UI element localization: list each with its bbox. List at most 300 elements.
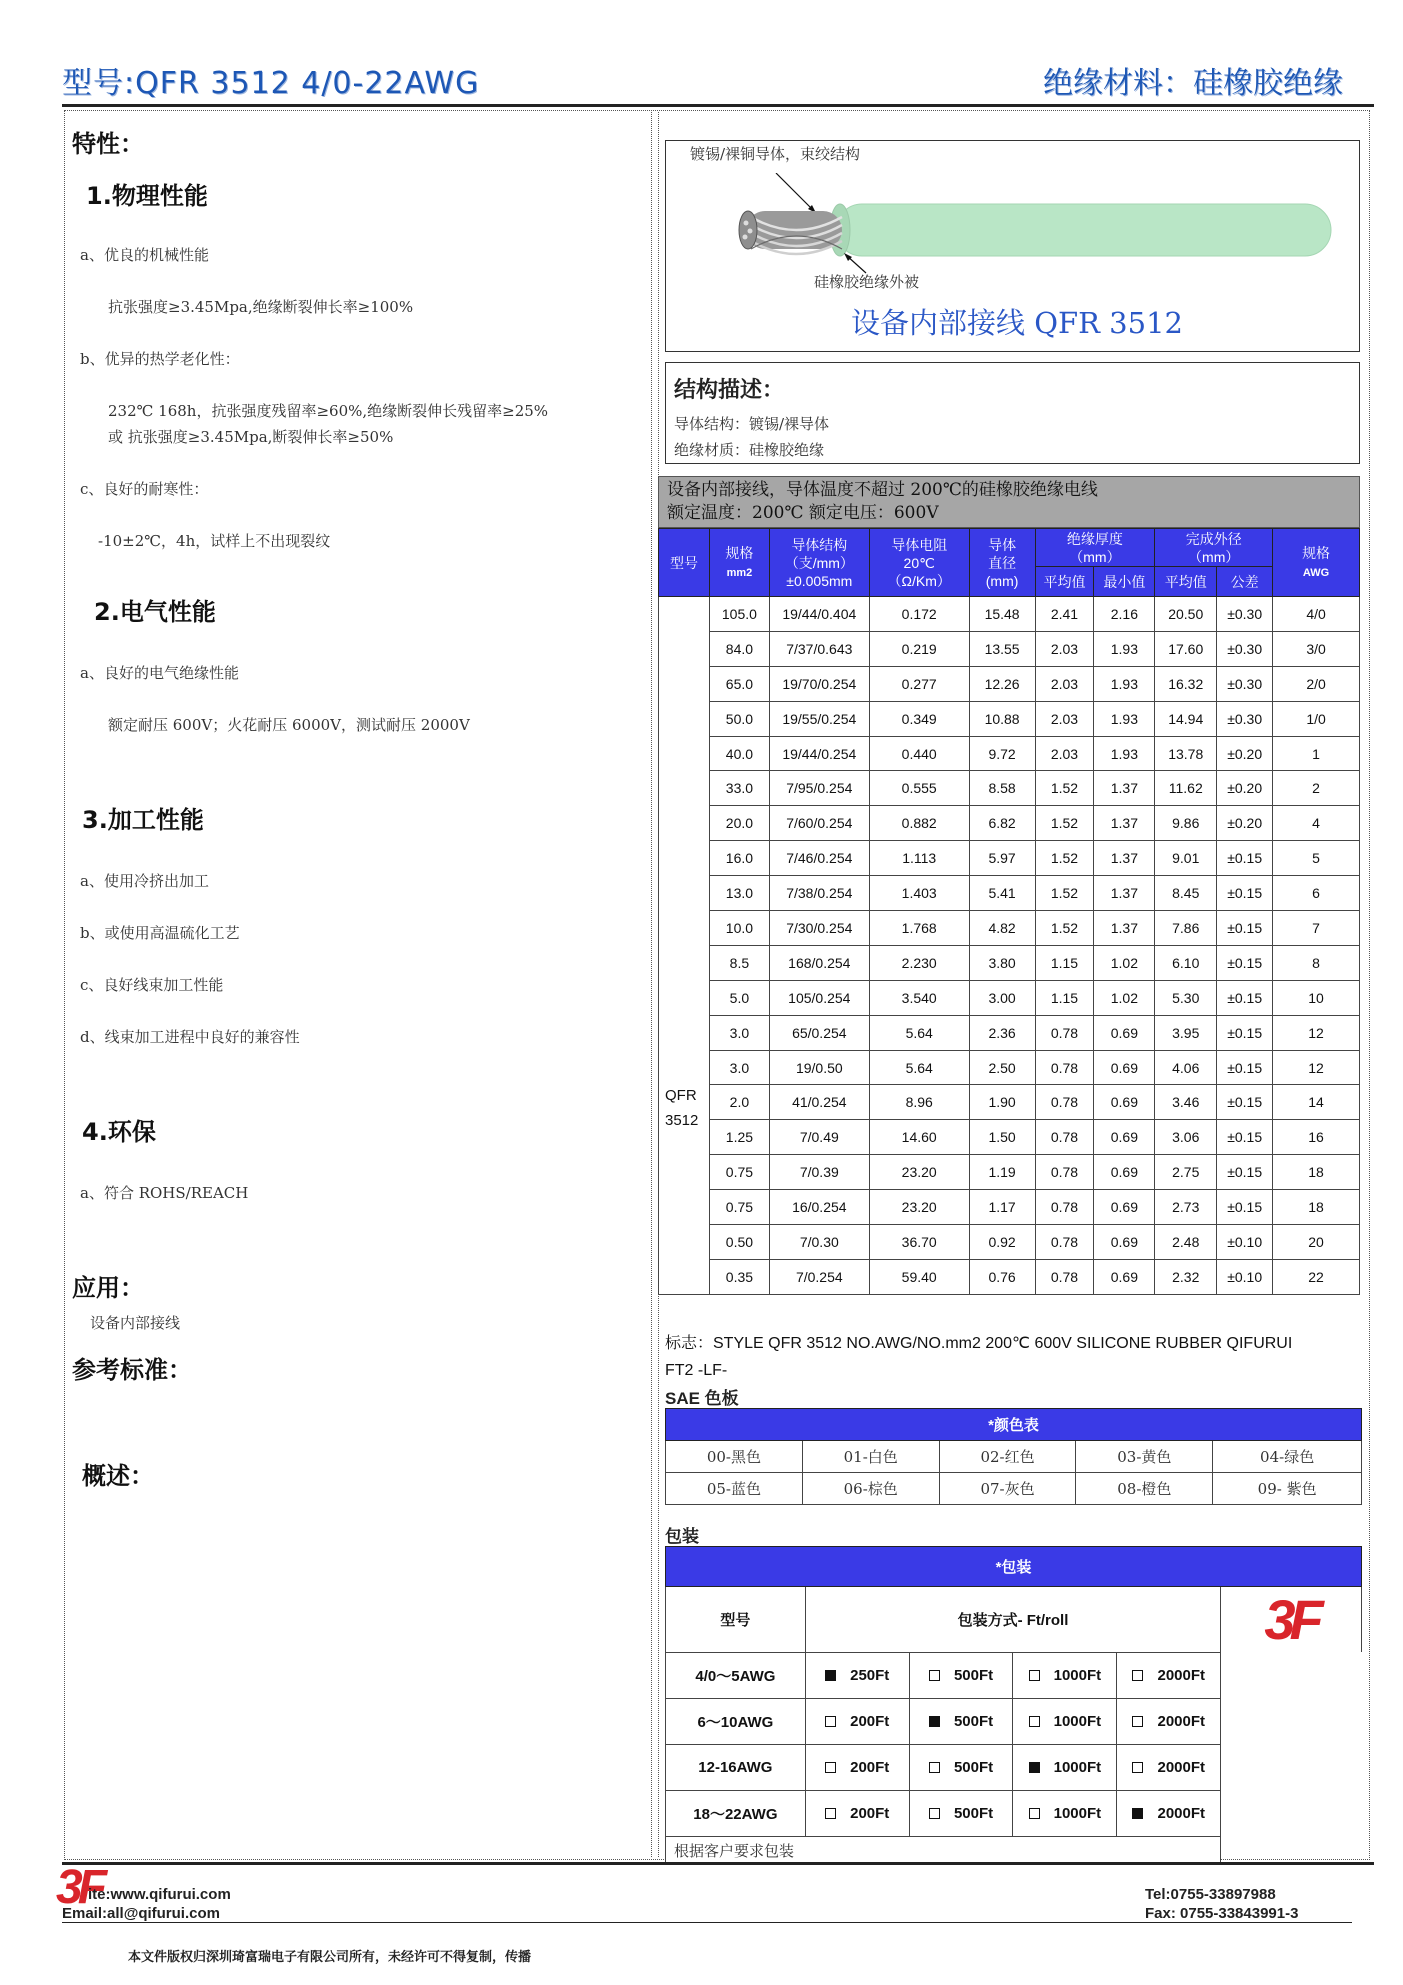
packaging-option[interactable] [909, 1652, 1013, 1698]
spec-cell: 2.73 [1155, 1190, 1217, 1225]
spec-cell: 13.78 [1155, 736, 1217, 771]
spec-cell: 9.01 [1155, 841, 1217, 876]
color-cell: 06-棕色 [802, 1473, 939, 1505]
spec-cell: 1.37 [1094, 771, 1155, 806]
spec-cell: 9.86 [1155, 806, 1217, 841]
spec-cell: 0.69 [1094, 1085, 1155, 1120]
spec-cell: ±0.15 [1217, 980, 1273, 1015]
packaging-option-label: 2000Ft [1157, 1758, 1206, 1776]
spec-cell: 14 [1273, 1085, 1360, 1120]
spec-cell: 2.03 [1035, 631, 1094, 666]
packaging-table-title: *包装 [666, 1547, 1362, 1587]
checkbox-empty-icon[interactable] [1132, 1716, 1143, 1727]
th-thickness-avg: 平均值 [1035, 567, 1094, 597]
standard-title: 参考标准： [72, 1356, 192, 1384]
color-cell: 03-黄色 [1076, 1441, 1213, 1473]
copyright-notice: 本文件版权归深圳琦富瑞电子有限公司所有，未经许可不得复制，传播 [128, 1950, 532, 1965]
checkbox-empty-icon[interactable] [929, 1670, 940, 1681]
spec-cell: ±0.20 [1217, 736, 1273, 771]
packaging-row [666, 1790, 1362, 1836]
spec-cell: ±0.15 [1217, 841, 1273, 876]
spec-cell: 33.0 [709, 771, 769, 806]
spec-row [659, 980, 1360, 1015]
spec-cell: 3.95 [1155, 1015, 1217, 1050]
physical-b: b、优异的热学老化性： [80, 350, 240, 368]
spec-row [659, 1085, 1360, 1120]
conductor-label: 镀锡/裸铜导体，束绞结构 [690, 145, 861, 163]
spec-cell: 15.48 [969, 597, 1035, 632]
structure-title: 结构描述： [674, 378, 785, 403]
spec-table [658, 528, 1360, 1295]
color-cell: 07-灰色 [939, 1473, 1076, 1505]
spec-row [659, 631, 1360, 666]
packaging-option-label: 500Ft [953, 1804, 994, 1822]
pack-col-method: 包装方式- Ft/roll [805, 1587, 1220, 1653]
spec-cell: 2.50 [969, 1050, 1035, 1085]
spec-cell: 0.882 [869, 806, 969, 841]
spec-cell: 2.03 [1035, 736, 1094, 771]
checkbox-empty-icon[interactable] [1029, 1808, 1040, 1819]
spec-row [659, 1190, 1360, 1225]
spec-cell: 7/95/0.254 [769, 771, 869, 806]
spec-cell: 7/0.30 [769, 1225, 869, 1260]
spec-row [659, 701, 1360, 736]
packaging-option[interactable] [1117, 1652, 1221, 1698]
spec-cell: 10.88 [969, 701, 1035, 736]
physical-b-detail1: 232℃ 168h，抗张强度残留率≥60%,绝缘断裂伸长残留率≥25% [108, 402, 549, 420]
spec-cell: 65.0 [709, 666, 769, 701]
spec-cell: 40.0 [709, 736, 769, 771]
spec-cell: 2.0 [709, 1085, 769, 1120]
spec-cell: 6.82 [969, 806, 1035, 841]
spec-cell: 19/0.50 [769, 1050, 869, 1085]
spec-cell: 4/0 [1273, 597, 1360, 632]
spec-cell: 7/0.39 [769, 1155, 869, 1190]
spec-row [659, 1120, 1360, 1155]
cable-image-box [665, 140, 1360, 352]
checkbox-empty-icon[interactable] [1132, 1762, 1143, 1773]
spec-cell: 1.17 [969, 1190, 1035, 1225]
packaging-label: 包装 [665, 1527, 699, 1547]
packaging-row [666, 1744, 1362, 1790]
spec-cell: 7.86 [1155, 911, 1217, 946]
spec-cell: 0.75 [709, 1190, 769, 1225]
spec-cell: 7/38/0.254 [769, 876, 869, 911]
spec-cell: 1.15 [1035, 980, 1094, 1015]
th-resistance: 导体电阻 20℃ （Ω/Km） [869, 529, 969, 597]
spec-cell: 1.93 [1094, 736, 1155, 771]
packaging-option[interactable] [1117, 1790, 1221, 1836]
packaging-model: 4/0～5AWG [666, 1652, 806, 1698]
checkbox-checked-icon[interactable] [1029, 1762, 1040, 1773]
spec-cell: 5.41 [969, 876, 1035, 911]
color-cell: 09- 紫色 [1213, 1473, 1362, 1505]
packaging-option[interactable] [909, 1790, 1013, 1836]
spec-cell: 0.172 [869, 597, 969, 632]
spec-cell: 18 [1273, 1155, 1360, 1190]
spec-row [659, 771, 1360, 806]
spec-cell: 7/60/0.254 [769, 806, 869, 841]
spec-cell: 2.03 [1035, 701, 1094, 736]
spec-row [659, 1225, 1360, 1260]
sae-label: SAE 色板 [665, 1389, 739, 1408]
spec-cell: 12.26 [969, 666, 1035, 701]
th-awg: 规格 AWG [1273, 529, 1360, 597]
spec-cell: 2.16 [1094, 597, 1155, 632]
spec-cell: 23.20 [869, 1190, 969, 1225]
spec-cell: 3.80 [969, 945, 1035, 980]
th-thickness-min: 最小值 [1094, 567, 1155, 597]
packaging-option-label: 2000Ft [1157, 1666, 1206, 1684]
spec-cell: 5.64 [869, 1050, 969, 1085]
spec-cell: 8.96 [869, 1085, 969, 1120]
spec-cell: 1.93 [1094, 666, 1155, 701]
checkbox-empty-icon[interactable] [929, 1762, 940, 1773]
spec-cell: 1.50 [969, 1120, 1035, 1155]
packaging-row [666, 1698, 1362, 1744]
spec-cell: 4 [1273, 806, 1360, 841]
spec-row [659, 806, 1360, 841]
spec-cell: 7 [1273, 911, 1360, 946]
spec-cell: 3/0 [1273, 631, 1360, 666]
spec-cell: 0.69 [1094, 1259, 1155, 1294]
spec-cell: 7/46/0.254 [769, 841, 869, 876]
spec-cell: ±0.15 [1217, 1050, 1273, 1085]
checkbox-empty-icon[interactable] [1029, 1670, 1040, 1681]
spec-cell: 0.555 [869, 771, 969, 806]
spec-cell: 2.41 [1035, 597, 1094, 632]
footer-tel: Tel:0755-33897988 [1145, 1886, 1276, 1903]
packaging-model: 6～10AWG [666, 1698, 806, 1744]
spec-row [659, 736, 1360, 771]
packaging-note: 根据客户要求包装 [666, 1836, 1221, 1864]
spec-cell: 2.230 [869, 945, 969, 980]
spec-cell: 16 [1273, 1120, 1360, 1155]
spec-cell: ±0.15 [1217, 1190, 1273, 1225]
packaging-row [666, 1652, 1362, 1698]
spec-cell: 19/70/0.254 [769, 666, 869, 701]
packaging-option-label: 250Ft [850, 1666, 890, 1684]
spec-cell: 19/44/0.254 [769, 736, 869, 771]
conductor-strands [739, 211, 842, 254]
checkbox-checked-icon[interactable] [1132, 1808, 1143, 1819]
spec-summary-line1: 设备内部接线，导体温度不超过 200℃的硅橡胶绝缘电线 [667, 480, 1098, 500]
spec-cell: 105.0 [709, 597, 769, 632]
spec-cell: ±0.10 [1217, 1259, 1273, 1294]
packaging-option[interactable] [805, 1698, 909, 1744]
packaging-table [665, 1546, 1362, 1865]
column-divider [651, 112, 652, 1857]
packaging-option-label: 1000Ft [1053, 1712, 1102, 1730]
spec-cell: 1.52 [1035, 841, 1094, 876]
spec-cell: 0.50 [709, 1225, 769, 1260]
spec-cell: 14.60 [869, 1120, 969, 1155]
spec-cell: ±0.30 [1217, 631, 1273, 666]
spec-cell: 0.219 [869, 631, 969, 666]
spec-cell: ±0.20 [1217, 806, 1273, 841]
packaging-option[interactable] [1013, 1744, 1117, 1790]
spec-cell: 17.60 [1155, 631, 1217, 666]
spec-cell: 19/44/0.404 [769, 597, 869, 632]
color-table-title: *颜色表 [666, 1409, 1362, 1441]
color-cell: 02-红色 [939, 1441, 1076, 1473]
spec-cell: 19/55/0.254 [769, 701, 869, 736]
spec-cell: ±0.10 [1217, 1225, 1273, 1260]
spec-cell: 0.69 [1094, 1015, 1155, 1050]
spec-cell: 0.75 [709, 1155, 769, 1190]
spec-cell: 0.78 [1035, 1015, 1094, 1050]
spec-cell: 3.06 [1155, 1120, 1217, 1155]
spec-cell: 3.0 [709, 1050, 769, 1085]
jacket-label: 硅橡胶绝缘外被 [814, 273, 920, 291]
spec-cell: ±0.15 [1217, 1085, 1273, 1120]
packaging-option[interactable] [1117, 1698, 1221, 1744]
th-outer-tol: 公差 [1217, 567, 1273, 597]
spec-cell: 1.37 [1094, 876, 1155, 911]
marking-text [665, 1330, 1365, 1384]
spec-cell: 5 [1273, 841, 1360, 876]
spec-cell: 4.06 [1155, 1050, 1217, 1085]
processing-c: c、良好线束加工性能 [80, 976, 224, 994]
marking-line2: FT2 -LF- [665, 1362, 728, 1379]
checkbox-empty-icon[interactable] [1029, 1716, 1040, 1727]
spec-cell: 59.40 [869, 1259, 969, 1294]
spec-cell: 6 [1273, 876, 1360, 911]
checkbox-checked-icon[interactable] [929, 1716, 940, 1727]
processing-b: b、或使用高温硫化工艺 [80, 924, 240, 942]
spec-cell: 105/0.254 [769, 980, 869, 1015]
physical-title: 1.物理性能 [86, 182, 208, 210]
packaging-option[interactable] [1013, 1652, 1117, 1698]
checkbox-empty-icon[interactable] [825, 1762, 836, 1773]
checkbox-empty-icon[interactable] [929, 1808, 940, 1819]
spec-cell: 10 [1273, 980, 1360, 1015]
footer-fax: Fax: 0755-33843991-3 [1145, 1905, 1299, 1922]
structure-box [665, 362, 1360, 464]
spec-cell: 168/0.254 [769, 945, 869, 980]
spec-cell: 4.82 [969, 911, 1035, 946]
spec-cell: 7/0.254 [769, 1259, 869, 1294]
spec-cell: 0.277 [869, 666, 969, 701]
spec-cell: 20.50 [1155, 597, 1217, 632]
physical-c-detail: -10±2℃，4h，试样上不出现裂纹 [98, 532, 331, 550]
color-cell: 04-绿色 [1213, 1441, 1362, 1473]
packaging-option[interactable] [805, 1790, 909, 1836]
packaging-option[interactable] [805, 1652, 909, 1698]
spec-cell: 7/0.49 [769, 1120, 869, 1155]
spec-cell: 1.52 [1035, 806, 1094, 841]
spec-cell: 0.69 [1094, 1155, 1155, 1190]
packaging-option-label: 500Ft [953, 1666, 994, 1684]
spec-cell: 2.32 [1155, 1259, 1217, 1294]
spec-cell: 0.78 [1035, 1085, 1094, 1120]
th-outer-avg: 平均值 [1155, 567, 1217, 597]
packaging-option-label: 500Ft [953, 1758, 994, 1776]
processing-d: d、线束加工进程中良好的兼容性 [80, 1028, 300, 1046]
spec-cell: 0.35 [709, 1259, 769, 1294]
packaging-option-label: 1000Ft [1053, 1758, 1102, 1776]
spec-cell: 1.37 [1094, 841, 1155, 876]
spec-cell: 3.46 [1155, 1085, 1217, 1120]
spec-cell: ±0.15 [1217, 945, 1273, 980]
color-cell: 08-橙色 [1076, 1473, 1213, 1505]
checkbox-checked-icon[interactable] [825, 1670, 836, 1681]
spec-cell: 65/0.254 [769, 1015, 869, 1050]
application-text: 设备内部接线 [90, 1314, 181, 1332]
spec-cell: 2.03 [1035, 666, 1094, 701]
footer-rule-thin [62, 1922, 1352, 1923]
spec-row [659, 841, 1360, 876]
spec-cell: ±0.30 [1217, 666, 1273, 701]
structure-line1: 导体结构：镀锡/裸导体 [674, 415, 830, 433]
spec-cell: 2 [1273, 771, 1360, 806]
spec-row [659, 1259, 1360, 1294]
spec-cell: 8.45 [1155, 876, 1217, 911]
spec-cell: 1.52 [1035, 876, 1094, 911]
packaging-option-label: 1000Ft [1053, 1804, 1102, 1822]
spec-cell: 2.48 [1155, 1225, 1217, 1260]
spec-row [659, 1015, 1360, 1050]
packaging-option[interactable] [805, 1744, 909, 1790]
spec-cell: 6.10 [1155, 945, 1217, 980]
packaging-option-label: 2000Ft [1157, 1712, 1206, 1730]
spec-cell: 1.37 [1094, 911, 1155, 946]
spec-cell: 1.02 [1094, 980, 1155, 1015]
spec-summary-line2: 额定温度：200℃ 额定电压：600V [667, 503, 939, 523]
spec-cell: 12 [1273, 1050, 1360, 1085]
spec-cell: 1.52 [1035, 771, 1094, 806]
overview-title: 概述： [82, 1462, 154, 1490]
spec-cell: 1.15 [1035, 945, 1094, 980]
spec-cell: 16.32 [1155, 666, 1217, 701]
spec-row [659, 1050, 1360, 1085]
spec-cell: 5.64 [869, 1015, 969, 1050]
document-model-title: 型号:QFR 3512 4/0-22AWG [62, 66, 480, 101]
footer-logo: 3F [56, 1861, 103, 1914]
color-cell: 01-白色 [802, 1441, 939, 1473]
physical-c: c、良好的耐寒性： [80, 480, 209, 498]
spec-cell: ±0.15 [1217, 911, 1273, 946]
spec-cell: 36.70 [869, 1225, 969, 1260]
spec-cell: 0.69 [1094, 1190, 1155, 1225]
spec-cell: ±0.15 [1217, 1120, 1273, 1155]
spec-cell: 0.78 [1035, 1155, 1094, 1190]
spec-cell: 0.92 [969, 1225, 1035, 1260]
spec-cell: 14.94 [1155, 701, 1217, 736]
footer-email: Email:all@qifurui.com [62, 1905, 220, 1922]
physical-b-detail2: 或 抗张强度≥3.45Mpa,断裂伸长率≥50% [108, 428, 394, 446]
spec-cell: 13.55 [969, 631, 1035, 666]
packaging-option[interactable] [909, 1698, 1013, 1744]
pack-col-model: 型号 [666, 1587, 806, 1653]
spec-cell: 8.5 [709, 945, 769, 980]
electrical-a: a、良好的电气绝缘性能 [80, 664, 239, 682]
packaging-model: 12-16AWG [666, 1744, 806, 1790]
spec-row [659, 1155, 1360, 1190]
spec-cell: ±0.20 [1217, 771, 1273, 806]
electrical-a-detail: 额定耐压 600V；火花耐压 6000V，测试耐压 2000V [108, 716, 470, 734]
spec-cell: 8.58 [969, 771, 1035, 806]
spec-cell: 3.00 [969, 980, 1035, 1015]
packaging-option[interactable] [1013, 1698, 1117, 1744]
spec-cell: 11.62 [1155, 771, 1217, 806]
processing-a: a、使用冷挤出加工 [80, 872, 209, 890]
spec-cell: 5.0 [709, 980, 769, 1015]
spec-cell: 0.78 [1035, 1120, 1094, 1155]
env-a: a、符合 ROHS/REACH [80, 1184, 249, 1202]
spec-cell: 22 [1273, 1259, 1360, 1294]
packaging-option-label: 200Ft [850, 1712, 890, 1730]
packaging-option-label: 1000Ft [1053, 1666, 1102, 1684]
marking-line1: 标志：STYLE QFR 3512 NO.AWG/NO.mm2 200℃ 600V SILICONE RUBBER QIFURUI [665, 1335, 1293, 1352]
spec-cell: 1 [1273, 736, 1360, 771]
spec-cell: 1.93 [1094, 631, 1155, 666]
spec-row [659, 597, 1360, 632]
image-caption: 设备内部接线 QFR 3512 [851, 306, 1183, 340]
spec-cell: 1.25 [709, 1120, 769, 1155]
checkbox-empty-icon[interactable] [1132, 1670, 1143, 1681]
packaging-option-label: 2000Ft [1157, 1804, 1206, 1822]
spec-cell: 0.440 [869, 736, 969, 771]
spec-cell: 1/0 [1273, 701, 1360, 736]
packaging-option[interactable] [1013, 1790, 1117, 1836]
packaging-option[interactable] [909, 1744, 1013, 1790]
spec-cell: 1.19 [969, 1155, 1035, 1190]
spec-cell: 16/0.254 [769, 1190, 869, 1225]
spec-cell: 1.93 [1094, 701, 1155, 736]
spec-cell: 41/0.254 [769, 1085, 869, 1120]
spec-cell: 1.37 [1094, 806, 1155, 841]
packaging-model: 18～22AWG [666, 1790, 806, 1836]
application-title: 应用： [72, 1274, 144, 1302]
spec-cell: 10.0 [709, 911, 769, 946]
spec-cell: 18 [1273, 1190, 1360, 1225]
checkbox-empty-icon[interactable] [825, 1716, 836, 1727]
packaging-option[interactable] [1117, 1744, 1221, 1790]
spec-row [659, 945, 1360, 980]
packaging-option-label: 200Ft [850, 1804, 890, 1822]
features-title: 特性： [72, 130, 144, 158]
spec-cell: 1.768 [869, 911, 969, 946]
spec-cell: 84.0 [709, 631, 769, 666]
spec-cell: ±0.30 [1217, 701, 1273, 736]
physical-a: a、优良的机械性能 [80, 246, 209, 264]
spec-cell: 1.113 [869, 841, 969, 876]
checkbox-empty-icon[interactable] [825, 1808, 836, 1819]
spec-cell: ±0.30 [1217, 597, 1273, 632]
spec-cell: ±0.15 [1217, 1015, 1273, 1050]
spec-cell: 9.72 [969, 736, 1035, 771]
spec-cell: 16.0 [709, 841, 769, 876]
spec-cell: 0.69 [1094, 1050, 1155, 1085]
footer-website: ite:www.qifurui.com [88, 1886, 231, 1903]
env-title: 4.环保 [82, 1118, 156, 1146]
th-thickness: 绝缘厚度 （mm） [1035, 529, 1155, 567]
spec-row [659, 876, 1360, 911]
spec-cell: 50.0 [709, 701, 769, 736]
color-table [665, 1408, 1362, 1505]
spec-cell: 1.02 [1094, 945, 1155, 980]
packaging-table-body [666, 1652, 1362, 1836]
spec-cell: 7/37/0.643 [769, 631, 869, 666]
spec-cell: 3.0 [709, 1015, 769, 1050]
spec-cell: 1.403 [869, 876, 969, 911]
th-conductor: 导体结构 （支/mm） ±0.005mm [769, 529, 869, 597]
spec-cell: 0.78 [1035, 1050, 1094, 1085]
color-cell: 05-蓝色 [666, 1473, 803, 1505]
structure-line2: 绝缘材质：硅橡胶绝缘 [674, 441, 825, 459]
cable-jacket [836, 204, 1331, 256]
